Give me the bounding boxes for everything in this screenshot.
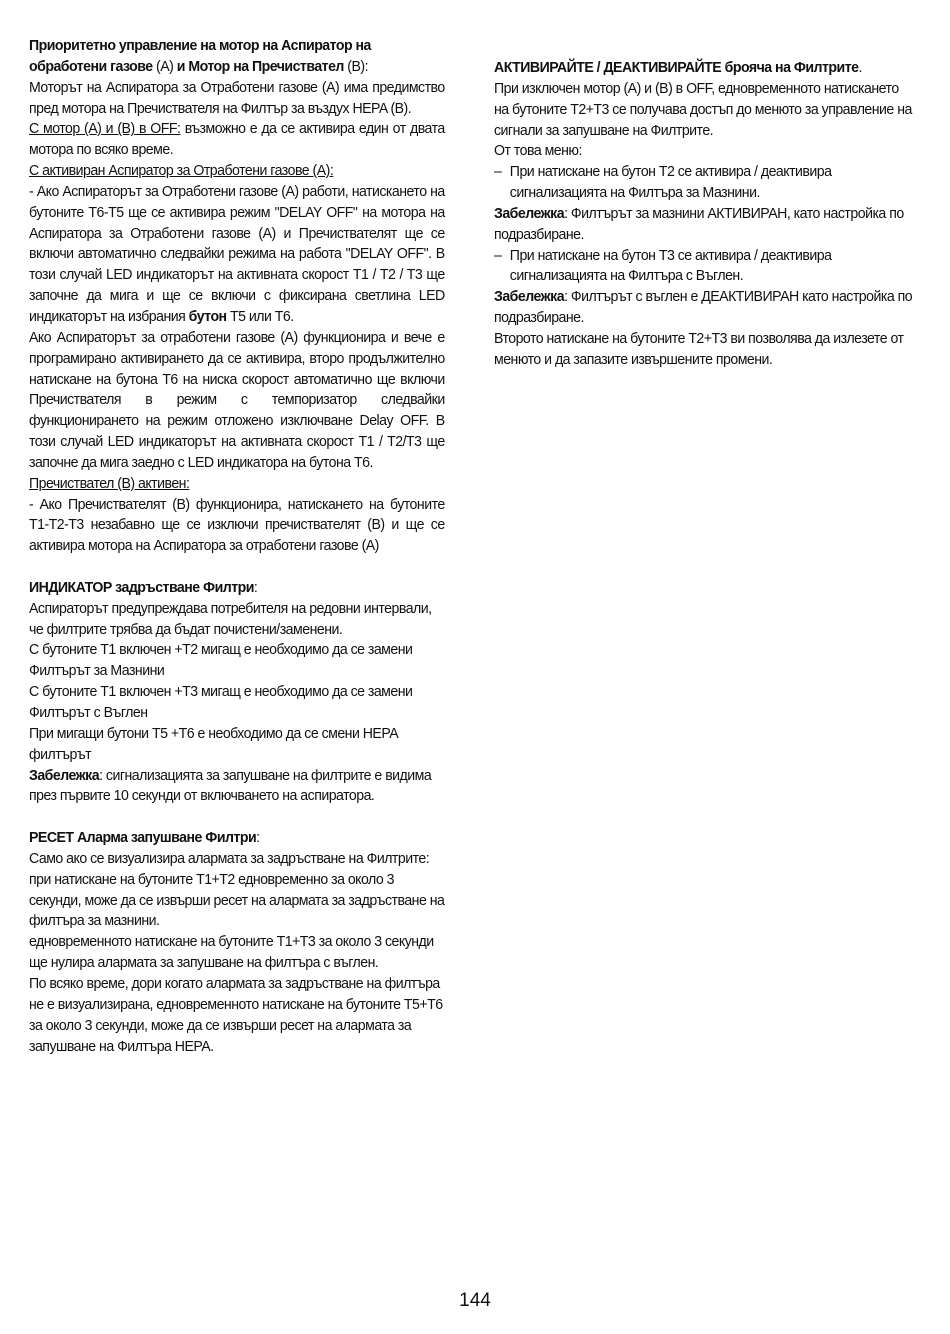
section-heading-motor-priority: Приоритетно управление на мотор на Аспиратор на обработени газове (A) и Мотор на Пречиствател (B): bbox=[29, 37, 371, 75]
note-paragraph: Забележка: Филтърът за мазнини АКТИВИРАН, като настройка по подразбиране. bbox=[494, 204, 904, 243]
paragraph: при натискане на бутоните T1+T2 едновременно за около 3 секунди, може да се извърши ресет на алармата за задръстване на филтъра за мазнини. bbox=[29, 870, 445, 930]
section-heading-reset-alarm: РЕСЕТ Аларма запушване Филтри: bbox=[29, 829, 260, 847]
spacer bbox=[29, 557, 445, 578]
paragraph: От това меню: bbox=[494, 142, 582, 160]
paragraph: едновременното натискане на бутоните T1+T3 за около 3 секунди ще нулира алармата за запушване на филтъра с въглен. bbox=[29, 933, 434, 972]
section-heading-filter-indicator: ИНДИКАТОР задръстване Филтри: bbox=[29, 578, 258, 596]
dash-bullet: – bbox=[494, 163, 502, 181]
section-heading-filter-counter: АКТИВИРАЙТЕ / ДЕАКТИВИРАЙТЕ брояча на Филтрите. bbox=[494, 59, 862, 76]
note-paragraph: Забележка: сигнализацията за запушване на филтрите е видима през първите 10 секунди от включването на аспиратора. bbox=[29, 766, 432, 805]
left-column bbox=[29, 36, 445, 1057]
spacer bbox=[29, 807, 445, 828]
paragraph: При изключен мотор (A) и (B) в OFF, едновременното натискането на бутоните T2+T3 се получава достъп до менюто за управление на сигнали за запушване на Филтрите. bbox=[494, 79, 912, 139]
paragraph: Само ако се визуализира алармата за задръстване на Филтрите: bbox=[29, 849, 430, 867]
paragraph: С бутоните T1 включен +T3 мигащ е необходимо да се замени Филтърът с Въглен bbox=[29, 683, 413, 721]
page-number: 144 bbox=[459, 1290, 491, 1311]
list-item: – При натискане на бутон T2 се активира / деактивира сигнализацията на Филтъра за Мазнини. bbox=[494, 162, 914, 204]
paragraph: Моторът на Аспиратора за Отработени газове (A) има предимство пред мотора на Пречиствателя на Филтър за въздух HEPA (B). bbox=[29, 78, 445, 117]
list-item: – При натискане на бутон T3 се активира / деактивира сигнализацията на Филтъра с Въглен. bbox=[494, 246, 914, 288]
paragraph: - Ако Аспираторът за Отработени газове (A) работи, натискането на бутоните T6-T5 ще се активира режим "DELAY OFF" на мотора на Аспиратора за Отработени газове (A) и Пречиствателят ще се включи автоматично следвайки режима на работа "DELAY OFF". В този случай LED индикаторът на активната скорост T1 / T2 / T3 ще започне да мига и ще се включи с фиксирана светлина LED индикаторът на избрания бутон T5 или T6. bbox=[29, 182, 445, 325]
paragraph: - Ако Пречиствателят (B) функционира, натискането на бутоните T1-T2-T3 незабавно ще се изключи пречиствателят (B) и ще се активира мотора на Аспиратора за отработени газове (A) bbox=[29, 495, 445, 555]
subheading-underlined: Пречиствател (B) активен: bbox=[29, 474, 190, 492]
paragraph: Аспираторът предупреждава потребителя на редовни интервали, че филтрите трябва да бъдат почистени/заменени. bbox=[29, 599, 432, 638]
paragraph: Второто натискане на бутоните T2+T3 ви позволява да излезете от менюто и да запазите извършените промени. bbox=[494, 329, 904, 368]
subheading-underlined: С активиран Аспиратор за Отработени газове (A): bbox=[29, 162, 334, 180]
paragraph: Ако Аспираторът за отработени газове (A) функционира и вече е програмирано активирането да се активира, второ продължително натискане на бутона T6 на ниска скорост автоматично ще включи Пречиствателя в режим с темпоризатор следвайки функционирането на режим отложено изключване Delay OFF. В този случай LED индикаторът на активната скорост T1 / T2/T3 ще започне да мига заедно с LED индикатора на бутона T6. bbox=[29, 328, 445, 471]
dash-bullet: – bbox=[494, 246, 502, 264]
paragraph: С мотор (A) и (B) в OFF: възможно е да се активира един от двата мотора по всяко време. bbox=[29, 120, 445, 159]
right-column bbox=[494, 58, 914, 371]
note-paragraph: Забележка: Филтърът с въглен е ДЕАКТИВИРАН като настройка по подразбиране. bbox=[494, 288, 913, 327]
paragraph: По всяко време, дори когато алармата за задръстване на филтъра не е визуализирана, едновременното натискане на бутоните T5+T6 за около 3 секунди, може да се извърши ресет на алармата за запушване на Филтъра HEPA. bbox=[29, 974, 443, 1055]
paragraph: С бутоните T1 включен +T2 мигащ е необходимо да се замени Филтърът за Мазнини bbox=[29, 641, 413, 680]
paragraph: При мигащи бутони T5 +T6 е необходимо да се смени HEPA филтърът bbox=[29, 724, 398, 763]
